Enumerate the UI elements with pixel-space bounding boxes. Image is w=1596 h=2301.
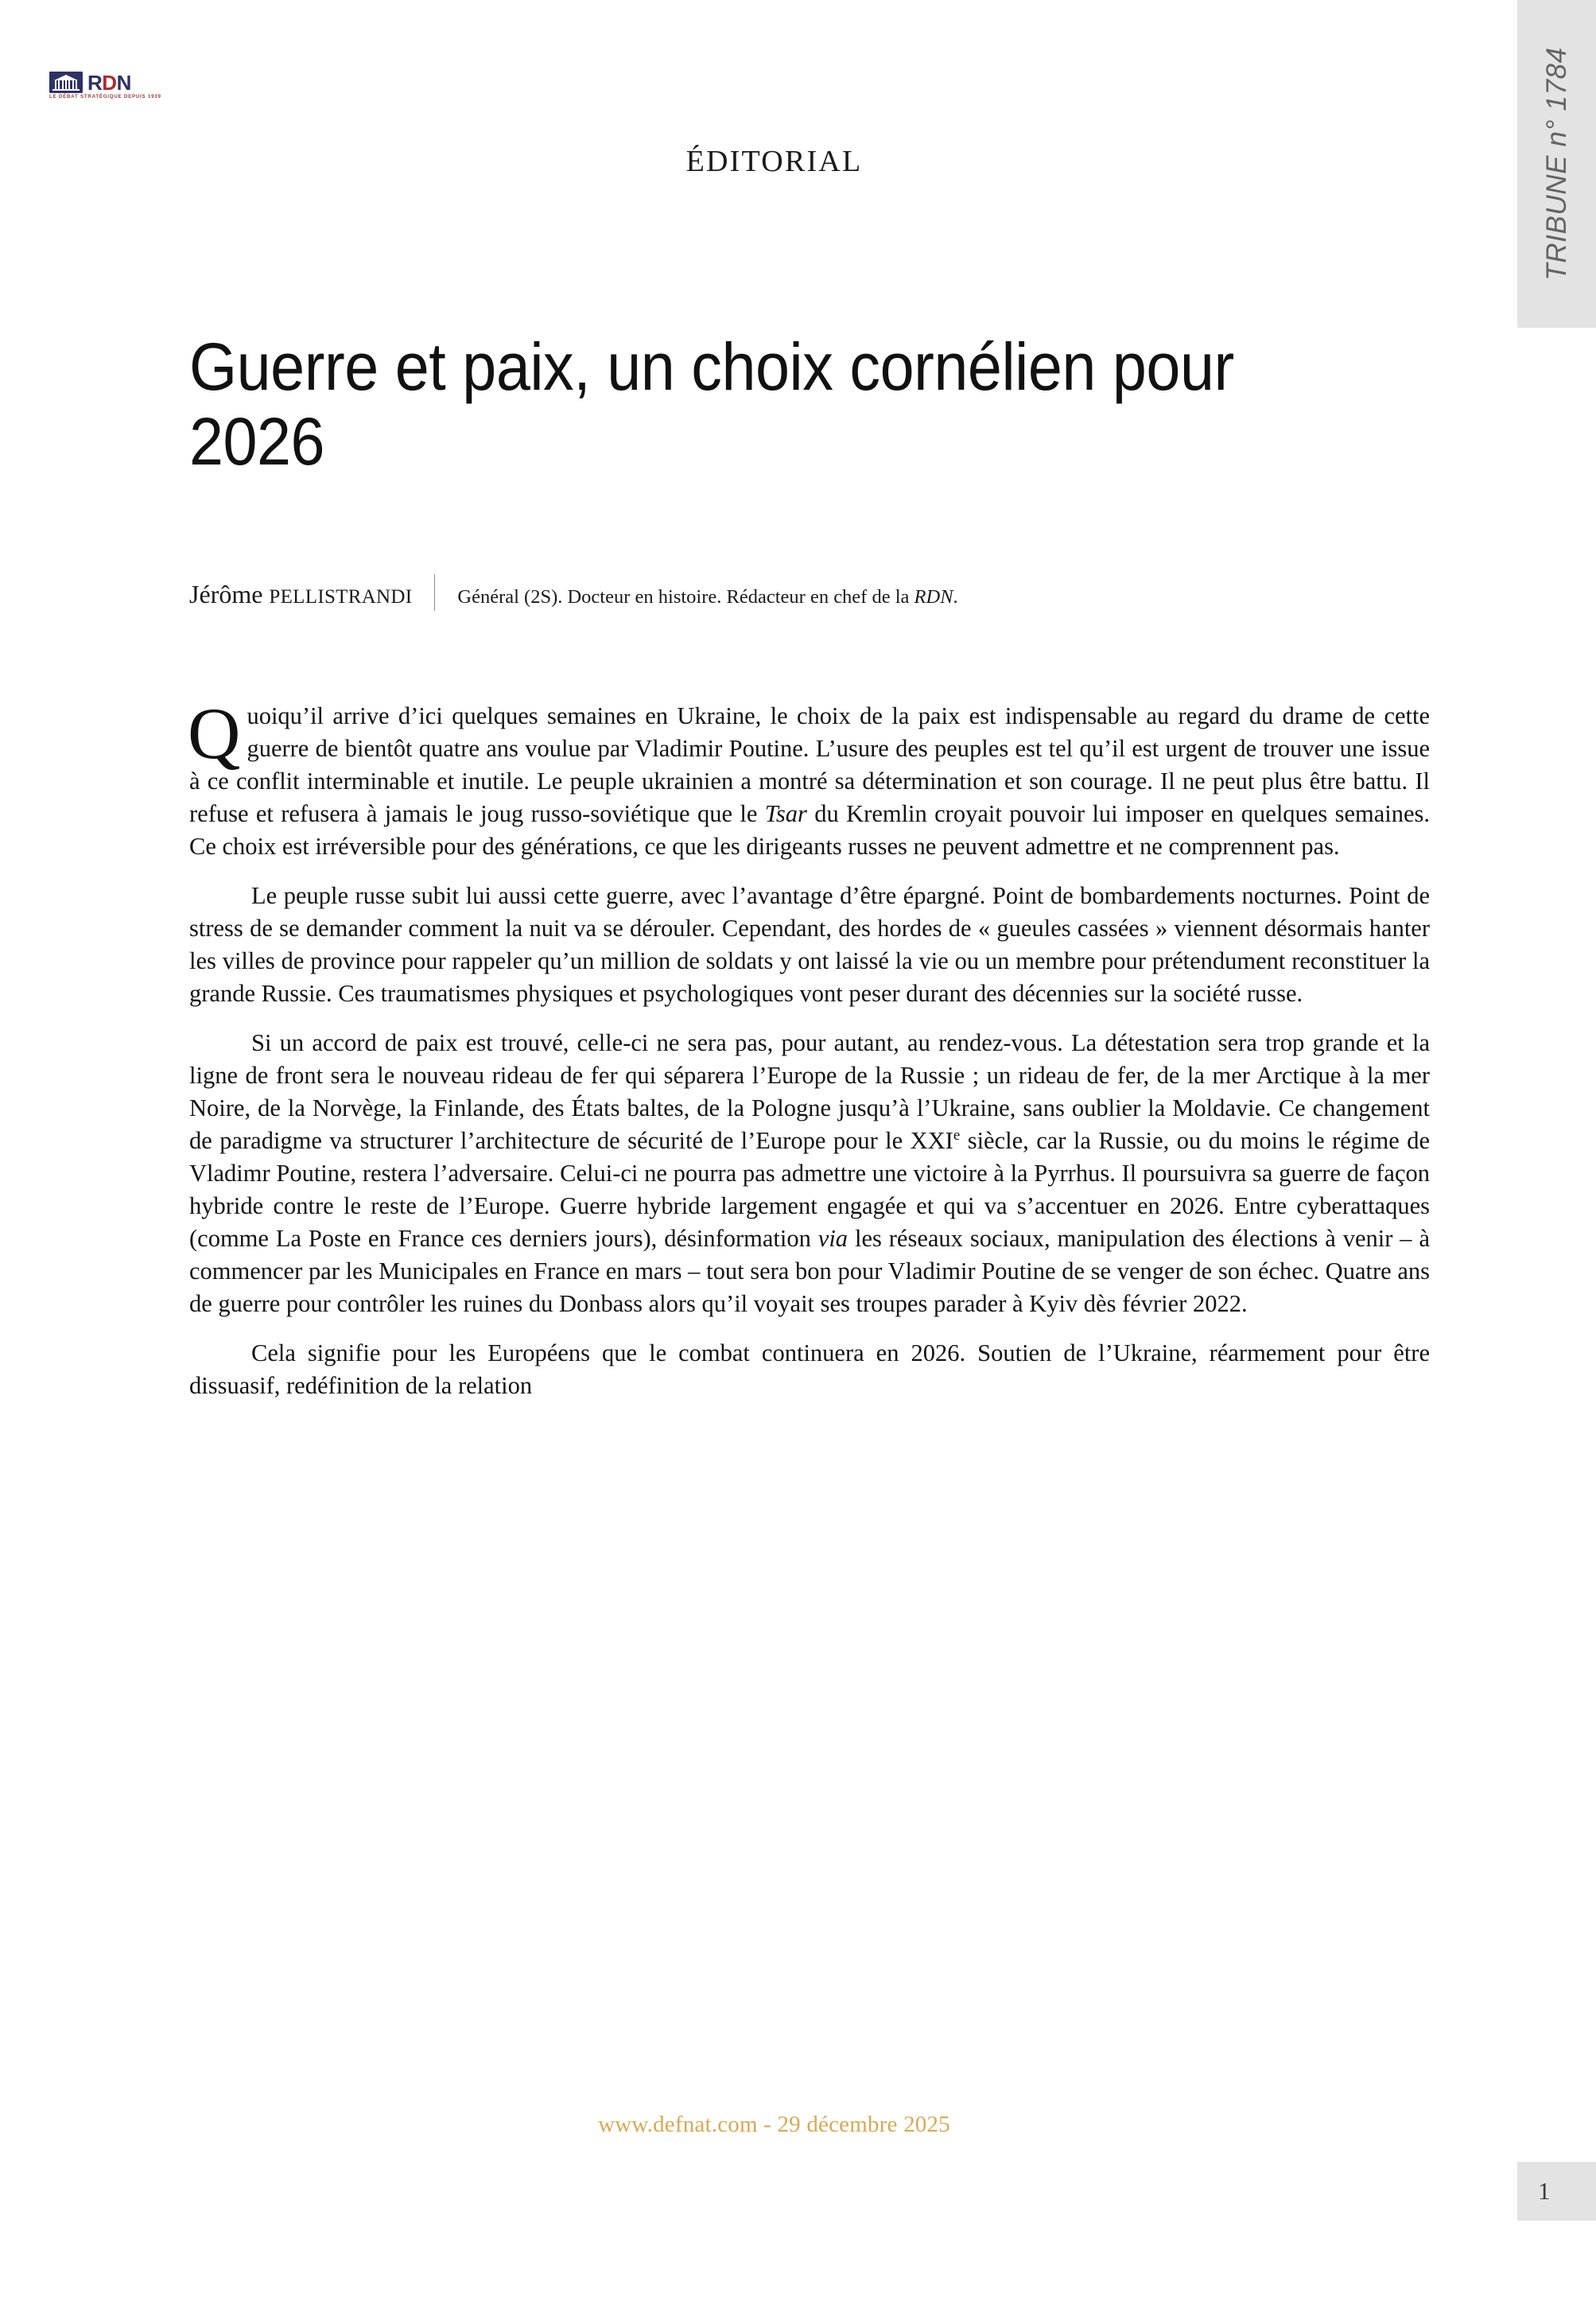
paragraph-1: [188, 693, 1430, 863]
paragraph-3: [189, 1027, 1430, 1320]
byline-author-lastname: pellistrandi: [269, 578, 413, 609]
logo-wordmark: RDN: [87, 70, 131, 95]
section-kicker: ÉDITORIAL: [685, 145, 863, 178]
byline-bio-prefix: Général (2S). Docteur en histoire. Rédacteur en chef de la: [457, 586, 914, 608]
byline-divider: [434, 574, 435, 611]
paragraph-3-emphasis-via: via: [817, 1225, 848, 1253]
page-number: 1: [1517, 2162, 1596, 2221]
paragraph-1-part-a: uoiqu’il arrive d’ici quelques semaines en Ukraine, le choix de la paix est indispensable au regard du drame de cette guerre de bientôt quatre ans voulue par Vladimir Poutine. L’usure des peuples est tel qu’il est urgent de trouver une issue à ce conflit interminable et inutile. Le peuple ukrainien a montré sa détermination et son courage. Il ne peut plus être battu. Il refuse et refusera à jamais le joug russo-soviétique que le: [189, 702, 1430, 828]
byline-bio-suffix: .: [953, 586, 958, 608]
paragraph-1-part-b: du Kremlin croyait pouvoir lui imposer en quelques semaines. Ce choix est irréversible pour des générations, ce que les dirigeants russes ne peuvent admettre et ne comprennent pas.: [189, 800, 1430, 861]
paragraph-3-part-b: siècle, car la Russie, ou du moins le régime de Vladimr Poutine, restera l’adversaire. Celui-ci ne pourra pas admettre une victoire à la Pyrrhus. Il poursuivra sa guerre de façon hybride contre le reste de l’Europe. Guerre hybride largement engagée et qui va s’accentuer en 2026. Entre cyberattaques (comme La Poste en France ces derniers jours), désinformation: [189, 1127, 1431, 1253]
drop-cap: Q: [188, 693, 241, 774]
paragraph-3-ordinal-superscript: e: [953, 1127, 961, 1145]
byline-bio: [457, 586, 957, 608]
byline: [189, 566, 1430, 610]
byline-author-firstname: Jérôme: [189, 580, 263, 608]
byline-author: [189, 578, 412, 610]
article-body: [188, 693, 1431, 1402]
byline-bio-journal: RDN: [914, 586, 953, 608]
paragraph-3-part-c: les réseaux sociaux, manipulation des élections à venir – à commencer par les Municipales en France en mars – tout sera bon pour Vladimir Poutine de se venger de son échec. Quatre ans de guerre pour contrôler les ruines du Donbass alors qu’il voyait ses troupes parader à Kyiv dès février 2022.: [189, 1225, 1430, 1318]
paragraph-3-part-a: Si un accord de paix est trouvé, celle-ci ne sera pas, pour autant, au rendez-vous. La détestation sera trop grande et la ligne de front sera le nouveau rideau de fer qui séparera l’Europe de la Russie ; un rideau de fer, de la mer Arctique à la mer Noire, de la Norvège, la Finlande, des États baltes, de la Pologne jusqu’à l’Ukraine, sans oublier la Moldavie. Ce changement de paradigme va structurer l’architecture de sécurité de l’Europe pour le XXI: [189, 1029, 1430, 1155]
classical-building-icon: [49, 72, 83, 93]
paragraph-1-emphasis-tsar: Tsar: [764, 800, 807, 828]
paragraph-2: Le peuple russe subit lui aussi cette guerre, avec l’avantage d’être épargné. Point de bombardements nocturnes. Point de stress de se demander comment la nuit va se dérouler. Cependant, des hordes de « gueules cassées » viennent désormais hanter les villes de province pour rappeler qu’un million de soldats y ont laissé la vie ou un membre pour prétendument reconstituer la grande Russie. Ces traumatismes physiques et psychologiques vont peser durant des décennies sur la société russe.: [189, 882, 1430, 1008]
tribune-side-tab-label: TRIBUNE n° 1784: [1540, 47, 1572, 281]
paragraph-4: Cela signifie pour les Européens que le combat continuera en 2026. Soutien de l’Ukraine, réarmement pour être dissuasif, redéfinition de la relation: [189, 1339, 1430, 1400]
masthead-logo: [49, 72, 161, 108]
logo-tagline: LE DÉBAT STRATÉGIQUE DEPUIS 1939: [49, 94, 161, 99]
page-footer: www.defnat.com - 29 décembre 2025: [598, 2112, 950, 2137]
page-title: Guerre et paix, un choix cornélien pour 2026: [189, 329, 1234, 480]
